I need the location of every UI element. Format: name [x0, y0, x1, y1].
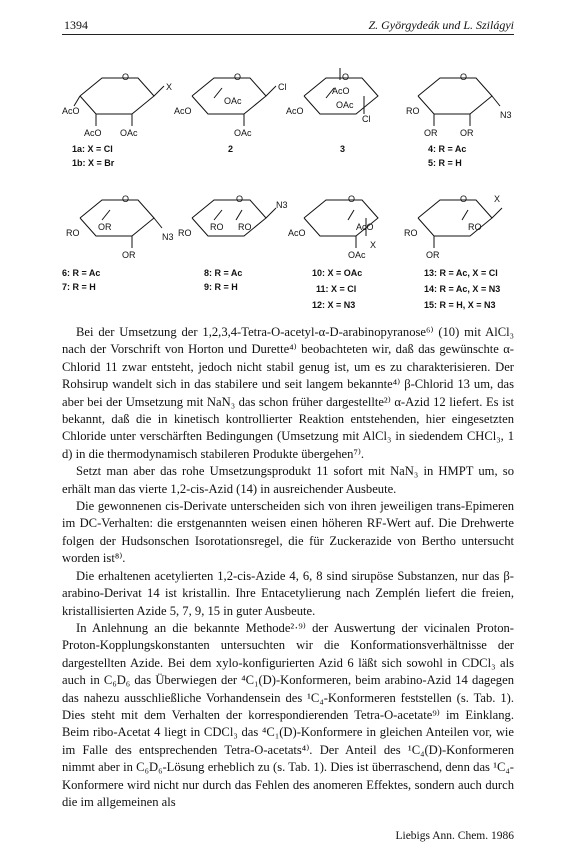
atom-label: OAc	[234, 128, 252, 138]
journal-footer: Liebigs Ann. Chem. 1986	[395, 830, 514, 842]
atom-label: AcO	[288, 228, 306, 238]
atom-label: X	[370, 240, 377, 250]
chair-4	[418, 78, 500, 126]
compound-label: 6: R = Ac	[62, 268, 101, 278]
paragraph: Setzt man aber das rohe Umsetzungsprodukt 11 sofort mit NaN₃ in HMPT um, so erhält man das vierte 1,2-cis-Azid (14) in ausreichender Ausbeute.	[62, 464, 514, 496]
atom-label: N3	[162, 232, 174, 242]
atom-label: OAc	[224, 96, 242, 106]
atom-label: OR	[426, 250, 440, 260]
atom-label: RO	[468, 222, 482, 232]
atom-label: O	[234, 72, 242, 82]
atom-label: AcO	[84, 128, 102, 138]
compound-label: 3	[340, 144, 346, 154]
compound-label: 1a: X = Cl	[72, 144, 113, 154]
atom-label: N3	[276, 200, 288, 210]
compound-label: 14: R = Ac, X = N3	[424, 284, 501, 294]
header-rule	[62, 34, 514, 35]
compound-label: 15: R = H, X = N3	[424, 300, 496, 310]
atom-label: O	[348, 194, 356, 204]
compound-label: 13: R = Ac, X = Cl	[424, 268, 498, 278]
atom-label: RO	[406, 106, 420, 116]
atom-label: OAc	[336, 100, 354, 110]
atom-label: O	[122, 72, 130, 82]
compound-label: 1b: X = Br	[72, 158, 115, 168]
atom-label: AcO	[356, 222, 374, 232]
atom-label: X	[166, 82, 173, 92]
atom-label: O	[122, 194, 130, 204]
compound-label: 7: R = H	[62, 282, 96, 292]
compound-label: 5: R = H	[428, 158, 462, 168]
atom-label: X	[494, 194, 501, 204]
atom-label: OAc	[120, 128, 138, 138]
paragraph: In Anlehnung an die bekannte Methode²·⁹⁾ der Auswertung der vicinalen Proton-Proton-Kopplungskonstanten untersuchten wir die Konformationsverhältnisse der dargestellten Azide. Bei dem xylo-konfigurierten Azid 6 läßt sich sowohl in CDCl₃ als auch in C₆D₆ das Überwiegen der ⁴C₁(D)-Konformeren, beim arabino-Azid 14 dagegen das nahezu ausschließliche Vorhandensein des ¹C₄-Konformeren feststellen (s. Tab. 1). Dies steht mit dem Verhalten der korrespondierenden Tetra-O-acetate⁹⁾ im Einklang. Beim ribo-Acetat 4 liegt in CDCl₃ das ⁴C₁(D)-Konformere in gleichen Anteilen vor, wie im Falle des entsprechenden Tetra-O-acetats⁴⁾. Der Anteil des ¹C₄(D)-Konformeren nimmt aber in C₆D₆-Lösung erheblich zu (s. Tab. 1). Dies ist überraschend, denn das ¹C₄-Konformere wird nicht nur durch das Fehlen des anomeren Effektes, sondern auch durch die im allgemeinen als	[62, 620, 514, 809]
atom-label: AcO	[286, 106, 304, 116]
atom-label: RO	[238, 222, 252, 232]
compound-label: 10: X = OAc	[312, 268, 363, 278]
atom-label: O	[342, 72, 350, 82]
atom-label: AcO	[62, 106, 80, 116]
compound-label: 12: X = N3	[312, 300, 356, 310]
paragraph: Bei der Umsetzung der 1,2,3,4-Tetra-O-acetyl-α-D-arabinopyranose⁶⁾ (10) mit AlCl₃ nach der Vorschrift von Horton und Durette⁴⁾ beobachteten wir, daß das gewünschte α-Chlorid 11 zwar entsteht, jedoch nicht stabil genug ist, um es zu charakterisieren. Der Rohsirup wandelt sich in das stabilere und seit langem bekannte⁴⁾ β-Chlorid 13 um, das aber bei der Umsetzung mit NaN₃ das schon früher dargestellte²⁾ α-Azid 12 liefert. Es ist bekannt, daß die in kinetisch kontrollierter Reaktion entstehenden, hier eingesetzten Chloride unter verschärften Bedingungen (Umsetzung mit AlCl₃ in siedendem CHCl₃, 1 d) in die thermodynamisch stabileren Produkte übergehen⁷⁾.	[62, 325, 514, 461]
compound-label: 2	[228, 144, 234, 154]
atom-label: O	[460, 194, 468, 204]
atom-label: O	[460, 72, 468, 82]
structure-schemes	[62, 40, 514, 335]
atom-label: OR	[424, 128, 438, 138]
page-number: 1394	[64, 18, 88, 32]
compound-label: 9: R = H	[204, 282, 238, 292]
chair-8	[418, 200, 502, 248]
atom-label: OR	[98, 222, 112, 232]
compound-label: 4: R = Ac	[428, 144, 467, 154]
atom-label: RO	[404, 228, 418, 238]
paragraph: Die erhaltenen acetylierten 1,2-cis-Azide 4, 6, 8 sind sirupöse Substanzen, nur das β-arabino-Derivat 14 ist kristallin. Ihre Entacetylierung nach Zemplén liefert die freien, kristallisierten Azide 5, 7, 9, 15 in guter Ausbeute.	[62, 568, 514, 618]
atom-label: OR	[460, 128, 474, 138]
atom-label: RO	[66, 228, 80, 238]
atom-label: RO	[178, 228, 192, 238]
atom-label: OAc	[348, 250, 366, 260]
atom-label: RO	[210, 222, 224, 232]
atom-label: O	[236, 194, 244, 204]
atom-label: Cl	[362, 114, 371, 124]
atom-label: OR	[122, 250, 136, 260]
compound-label: 11: X = Cl	[316, 284, 357, 294]
body-text	[62, 324, 514, 811]
paragraph: Die gewonnenen cis-Derivate unterscheiden sich von ihren jeweiligen trans-Epimeren im DC-Verhalten: die erstgenannten weisen einen höheren RF-Wert auf. Die Drehwerte folgen der Hudsonschen Isorotationsregel, die für Zuckerazide von Bertho untersucht worden ist⁸⁾.	[62, 499, 514, 566]
atom-label: AcO	[174, 106, 192, 116]
chair-5	[80, 200, 162, 248]
compound-label: 8: R = Ac	[204, 268, 243, 278]
chair-6	[192, 200, 276, 236]
chair-1	[74, 78, 164, 126]
atom-label: N3	[500, 110, 512, 120]
running-header-authors: Z. Györgydeák und L. Szilágyi	[368, 18, 514, 32]
atom-label: Cl	[278, 82, 287, 92]
atom-label: AcO	[332, 86, 350, 96]
